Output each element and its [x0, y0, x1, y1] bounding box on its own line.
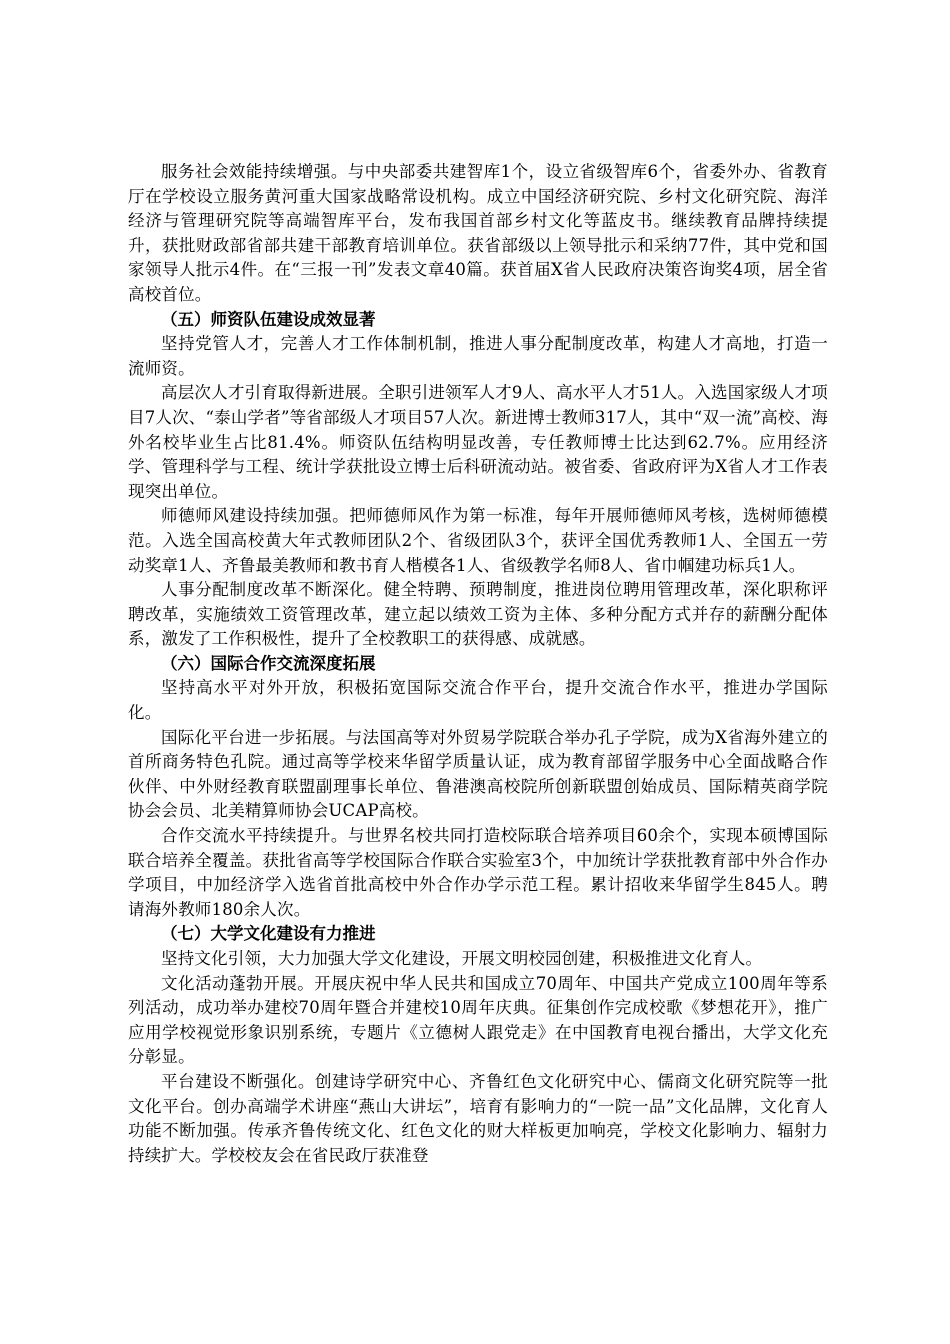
paragraph-cultural-activities: 文化活动蓬勃开展。开展庆祝中华人民共和国成立70周年、中国共产党成立100周年等系列活动，成功举办建校70周年暨合并建校10周年庆典。征集创作完成校歌《梦想花开》，推广应用学校视觉形象识别系统，专题片《立德树人跟党走》在中国教育电视台播出，大学文化充分彰显。 — [128, 973, 828, 1067]
paragraph-cooperation-level: 合作交流水平持续提升。与世界名校共同打造校际联合培养项目60余个，实现本硕博国际联合培养全覆盖。获批省高等学校国际合作联合实验室3个，中加统计学获批教育部中外合作办学项目，中加经济学入选省首批高校中外合作办学示范工程。累计招收来华留学生845人。聘请海外教师180余人次。 — [128, 826, 828, 919]
paragraph-faculty-intro: 坚持党管人才，完善人才工作体制机制，推进人事分配制度改革，构建人才高地，打造一流师资。 — [128, 334, 828, 378]
section-heading-faculty: （五）师资队伍建设成效显著 — [161, 309, 376, 329]
paragraph-international-intro: 坚持高水平对外开放，积极拓宽国际交流合作平台，提升交流合作水平，推进办学国际化。 — [128, 678, 828, 723]
paragraph-culture-intro: 坚持文化引领，大力加强大学文化建设，开展文明校园创建，积极推进文化育人。 — [161, 949, 763, 968]
paragraph-personnel-reform: 人事分配制度改革不断深化。健全特聘、预聘制度，推进岗位聘用管理改革，深化职称评聘改革，实施绩效工资管理改革，建立起以绩效工资为主体、多种分配方式并存的薪酬分配体系，激发了工作积极性，提升了全校教职工的获得感、成就感。 — [128, 580, 828, 649]
paragraph-international-platform: 国际化平台进一步拓展。与法国高等对外贸易学院联合举办孔子学院，成为X省海外建立的首所商务特色孔院。通过高等学校来华留学质量认证，成为教育部留学服务中心全面战略合作伙伴、中外财经教育联盟副理事长单位、鲁港澳高校院所创新联盟创始成员、国际精英商学院协会会员、北美精算师协会UCAP高校。 — [128, 727, 828, 821]
section-heading-culture: （七）大学文化建设有力推进 — [161, 924, 376, 944]
section-heading-international: （六）国际合作交流深度拓展 — [161, 653, 376, 673]
document-page — [128, 160, 828, 1168]
paragraph-talent-recruitment: 高层次人才引育取得新进展。全职引进领军人才9人、高水平人才51人。入选国家级人才项目7人次、“泰山学者”等省部级人才项目57人次。新进博士教师317人，其中“双一流”高校、海外名校毕业生占比81.4%。师资队伍结构明显改善，专任教师博士比达到62.7%。应用经济学、管理科学与工程、统计学获批设立博士后科研流动站。被省委、省政府评为X省人才工作表现突出单位。 — [128, 383, 828, 501]
paragraph-social-service: 服务社会效能持续增强。与中央部委共建智库1个，设立省级智库6个，省委外办、省教育厅在学校设立服务黄河重大国家战略常设机构。成立中国经济研究院、乡村文化研究院、海洋经济与管理研究院等高端智库平台，发布我国首部乡村文化等蓝皮书。继续教育品牌持续提升，获批财政部省部共建干部教育培训单位。获省部级以上领导批示和采纳77件，其中党和国家领导人批示4件。在“三报一刊”发表文章40篇。获首届X省人民政府决策咨询奖4项，居全省高校首位。 — [128, 162, 828, 304]
paragraph-platform-building: 平台建设不断强化。创建诗学研究中心、齐鲁红色文化研究中心、儒商文化研究院等一批文化平台。创办高端学术讲座“燕山大讲坛”，培育有影响力的“一院一品”文化品牌，文化育人功能不断加强。传承齐鲁传统文化、红色文化的财大样板更加响亮，学校文化影响力、辐射力持续扩大。学校校友会在省民政厅获准登 — [128, 1071, 828, 1165]
paragraph-teacher-ethics: 师德师风建设持续加强。把师德师风作为第一标准，每年开展师德师风考核，选树师德模范。入选全国高校黄大年式教师团队2个、省级团队3个，获评全国优秀教师1人、全国五一劳动奖章1人、齐鲁最美教师和教书育人楷模各1人、省级教学名师8人、省巾帼建功标兵1人。 — [128, 506, 828, 575]
